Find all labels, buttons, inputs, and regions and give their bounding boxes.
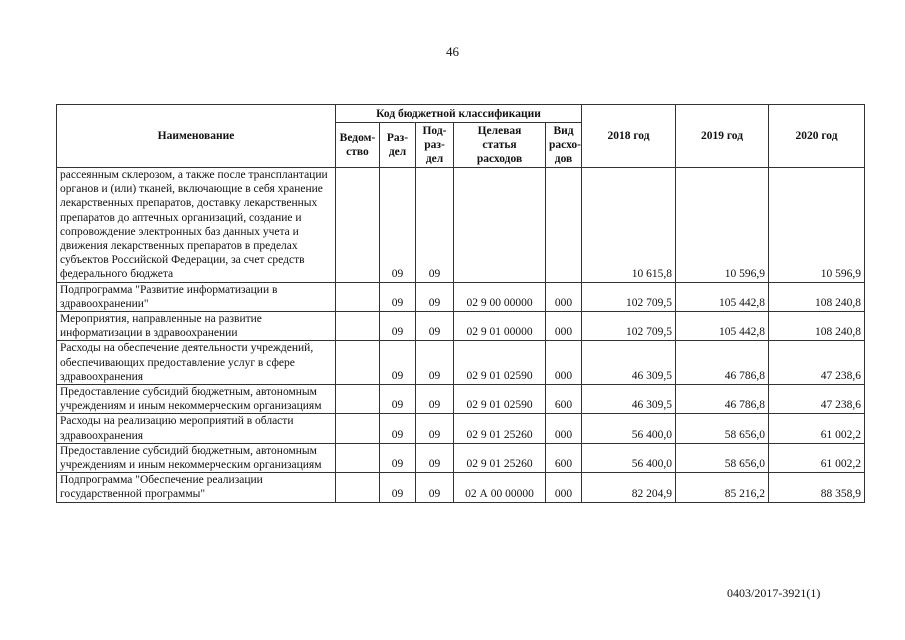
cell-csr: 02 9 01 25260 (454, 414, 546, 443)
cell-y2019: 58 656,0 (676, 443, 769, 472)
cell-y2020: 108 240,8 (769, 312, 865, 341)
cell-rz: 09 (380, 473, 416, 502)
cell-csr: 02 9 01 25260 (454, 443, 546, 472)
header-vid: Вид расхо- дов (546, 123, 582, 168)
cell-y2019: 85 216,2 (676, 473, 769, 502)
cell-name: Предоставление субсидий бюджетным, автономным учреждениям и иным некоммерческим организациям (57, 443, 336, 472)
document-code: 0403/2017-3921(1) (727, 586, 821, 600)
cell-rz: 09 (380, 341, 416, 385)
table-row (57, 443, 865, 472)
cell-ved (336, 341, 380, 385)
cell-ved (336, 385, 380, 414)
header-tselevaya: Целевая статья расходов (454, 123, 546, 168)
cell-rz: 09 (380, 168, 416, 283)
cell-name: Подпрограмма "Обеспечение реализации государственной программы" (57, 473, 336, 502)
header-2019: 2019 год (676, 105, 769, 168)
table-row (57, 282, 865, 311)
cell-vr: 000 (546, 312, 582, 341)
cell-y2018: 46 309,5 (582, 341, 676, 385)
cell-y2019: 10 596,9 (676, 168, 769, 283)
cell-csr: 02 А 00 00000 (454, 473, 546, 502)
cell-vr (546, 168, 582, 283)
table-row (57, 341, 865, 385)
cell-name: рассеянным склерозом, а также после трансплантации органов и (или) тканей, включающие в себя хранение лекарственных препаратов, доставку лекарственных препаратов до аптечных организаций, создание и сопровождение электронных баз данных учета и движения лекарственных препаратов в пределах субъектов Российской Федерации, за счет средств федерального бюджета (57, 168, 336, 283)
table-row (57, 473, 865, 502)
cell-y2020: 47 238,6 (769, 385, 865, 414)
cell-ved (336, 443, 380, 472)
budget-table (56, 104, 865, 503)
table-body (57, 168, 865, 503)
table-row (57, 312, 865, 341)
cell-csr: 02 9 00 00000 (454, 282, 546, 311)
cell-vr: 000 (546, 473, 582, 502)
cell-vr: 600 (546, 385, 582, 414)
cell-y2019: 58 656,0 (676, 414, 769, 443)
cell-name: Расходы на обеспечение деятельности учреждений, обеспечивающих предоставление услуг в сфере здравоохранения (57, 341, 336, 385)
cell-y2020: 61 002,2 (769, 443, 865, 472)
header-vedomstvo: Ведом- ство (336, 123, 380, 168)
header-2020: 2020 год (769, 105, 865, 168)
cell-pr: 09 (416, 341, 454, 385)
page-number: 46 (446, 44, 459, 59)
table-row (57, 385, 865, 414)
cell-y2018: 56 400,0 (582, 443, 676, 472)
cell-pr: 09 (416, 385, 454, 414)
cell-y2018: 102 709,5 (582, 312, 676, 341)
cell-pr: 09 (416, 473, 454, 502)
cell-pr: 09 (416, 282, 454, 311)
cell-rz: 09 (380, 282, 416, 311)
cell-name: Расходы на реализацию мероприятий в области здравоохранения (57, 414, 336, 443)
cell-ved (336, 473, 380, 502)
cell-y2020: 61 002,2 (769, 414, 865, 443)
cell-vr: 000 (546, 414, 582, 443)
cell-vr: 600 (546, 443, 582, 472)
cell-vr: 000 (546, 282, 582, 311)
cell-rz: 09 (380, 443, 416, 472)
cell-rz: 09 (380, 312, 416, 341)
cell-y2020: 108 240,8 (769, 282, 865, 311)
cell-name: Мероприятия, направленные на развитие информатизации в здравоохранении (57, 312, 336, 341)
cell-y2018: 56 400,0 (582, 414, 676, 443)
cell-y2019: 105 442,8 (676, 282, 769, 311)
cell-y2018: 46 309,5 (582, 385, 676, 414)
cell-y2020: 88 358,9 (769, 473, 865, 502)
cell-rz: 09 (380, 414, 416, 443)
cell-y2018: 102 709,5 (582, 282, 676, 311)
cell-csr: 02 9 01 02590 (454, 385, 546, 414)
cell-y2018: 82 204,9 (582, 473, 676, 502)
cell-pr: 09 (416, 443, 454, 472)
header-podrazdel: Под- раз- дел (416, 123, 454, 168)
cell-ved (336, 414, 380, 443)
cell-y2019: 46 786,8 (676, 385, 769, 414)
cell-y2019: 105 442,8 (676, 312, 769, 341)
header-name: Наименование (57, 105, 336, 168)
cell-csr: 02 9 01 02590 (454, 341, 546, 385)
cell-y2019: 46 786,8 (676, 341, 769, 385)
cell-ved (336, 168, 380, 283)
header-razdel: Раз- дел (380, 123, 416, 168)
cell-name: Предоставление субсидий бюджетным, автономным учреждениям и иным некоммерческим организациям (57, 385, 336, 414)
cell-y2018: 10 615,8 (582, 168, 676, 283)
cell-ved (336, 312, 380, 341)
cell-vr: 000 (546, 341, 582, 385)
cell-pr: 09 (416, 168, 454, 283)
cell-name: Подпрограмма "Развитие информатизации в здравоохранении" (57, 282, 336, 311)
cell-pr: 09 (416, 312, 454, 341)
cell-rz: 09 (380, 385, 416, 414)
cell-y2020: 10 596,9 (769, 168, 865, 283)
table-row (57, 168, 865, 283)
header-code-group: Код бюджетной классификации (336, 105, 582, 123)
cell-pr: 09 (416, 414, 454, 443)
cell-csr (454, 168, 546, 283)
cell-csr: 02 9 01 00000 (454, 312, 546, 341)
header-2018: 2018 год (582, 105, 676, 168)
cell-y2020: 47 238,6 (769, 341, 865, 385)
cell-ved (336, 282, 380, 311)
table-row (57, 414, 865, 443)
